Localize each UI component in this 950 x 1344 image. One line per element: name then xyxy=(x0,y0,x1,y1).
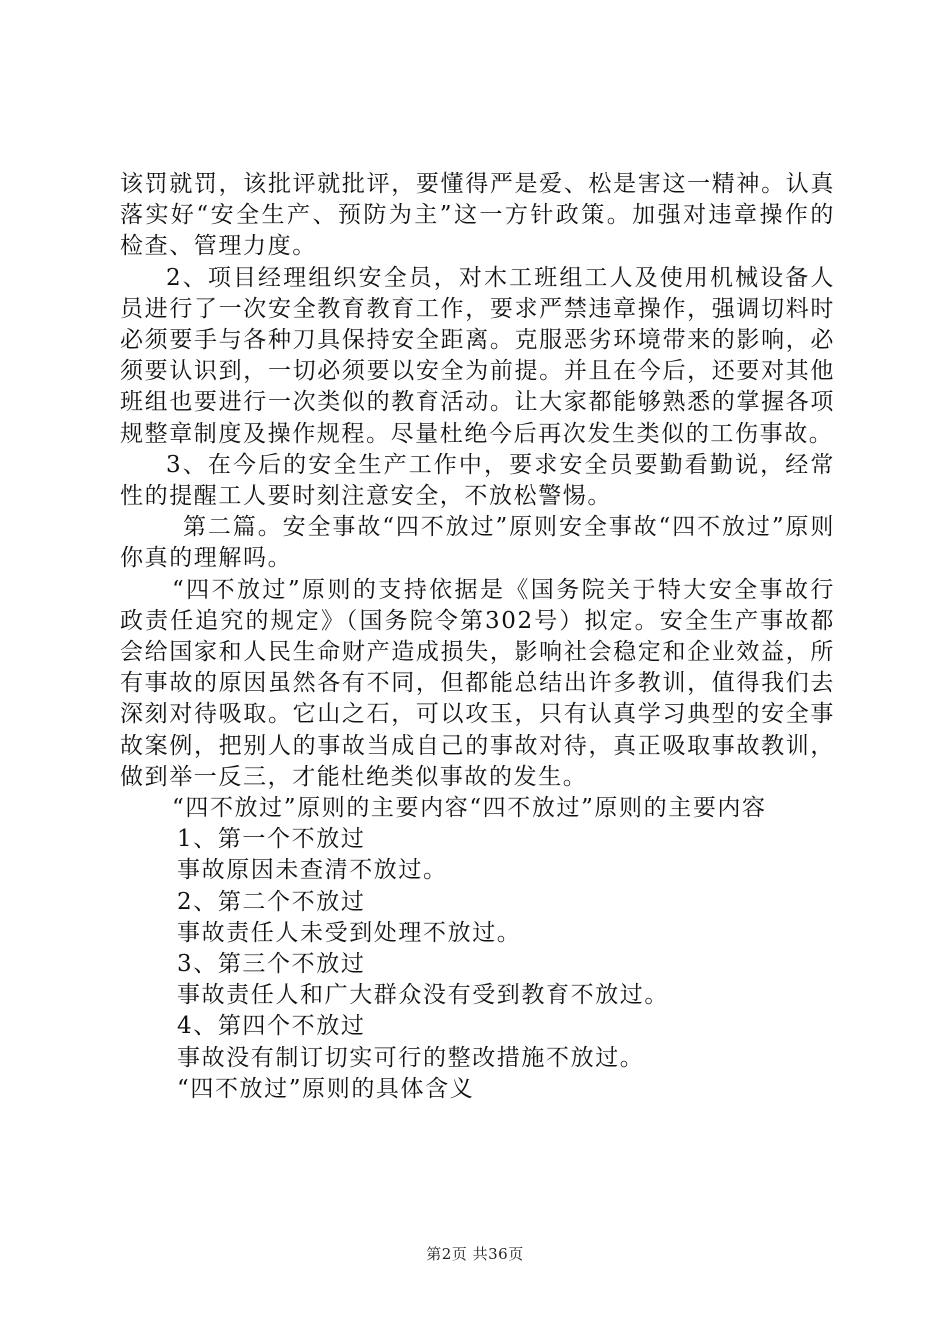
paragraph-basis: “四不放过”原则的支持依据是《国务院关于特大安全事故行政责任追究的规定》（国务院令第302号）拟定。安全生产事故都会给国家和人民生命财产造成损失，影响社会稳定和企业效益，所有事故的原因虽然各有不同，但都能总结出许多教训，值得我们去深刻对待吸取。它山之石，可以攻玉，只有认真学习典型的安全事故案例，把别人的事故当成自己的事故对待，真正吸取事故教训，做到举一反三，才能杜绝类似事故的发生。 xyxy=(120,576,835,790)
page-number-footer: 第2页 共36页 xyxy=(426,1245,524,1263)
list-item-text-1: 事故原因未查清不放过。 xyxy=(177,857,448,884)
paragraph-continuation: 该罚就罚，该批评就批评，要懂得严是爱、松是害这一精神。认真落实好“安全生产、预防为主”这一方针政策。加强对违章操作的检查、管理力度。 xyxy=(120,171,835,260)
paragraph-meaning-heading: “四不放过”原则的具体含义 xyxy=(177,1075,475,1102)
section-heading-part-two: 第二篇。安全事故“四不放过”原则安全事故“四不放过”原则你真的理解吗。 xyxy=(120,514,835,572)
list-item-heading-2: 2、第二个不放过 xyxy=(177,888,366,915)
list-item-text-2: 事故责任人未受到处理不放过。 xyxy=(177,919,522,946)
paragraph-item-3: 3、在今后的安全生产工作中，要求安全员要勤看勤说，经常性的提醒工人要时刻注意安全，不放松警惕。 xyxy=(120,451,835,510)
paragraph-item-2: 2、项目经理组织安全员，对木工班组工人及使用机械设备人员进行了一次安全教育教育工作，要求严禁违章操作，强调切料时必须要手与各种刀具保持安全距离。克服恶劣环境带来的影响，必须要认识到，一切必须要以安全为前提。并且在今后，还要对其他班组也要进行一次类似的教育活动。让大家都能够熟悉的掌握各项规整章制度及操作规程。尽量杜绝今后再次发生类似的工伤事故。 xyxy=(120,264,835,447)
list-item-text-4: 事故没有制订切实可行的整改措施不放过。 xyxy=(177,1044,645,1071)
list-item-heading-3: 3、第三个不放过 xyxy=(177,951,366,978)
list-item-text-3: 事故责任人和广大群众没有受到教育不放过。 xyxy=(177,982,669,1009)
document-body xyxy=(120,169,835,1105)
list-item-heading-4: 4、第四个不放过 xyxy=(177,1013,366,1040)
paragraph-main-content-heading: “四不放过”原则的主要内容“四不放过”原则的主要内容 xyxy=(172,795,767,822)
list-item-heading-1: 1、第一个不放过 xyxy=(177,826,366,853)
